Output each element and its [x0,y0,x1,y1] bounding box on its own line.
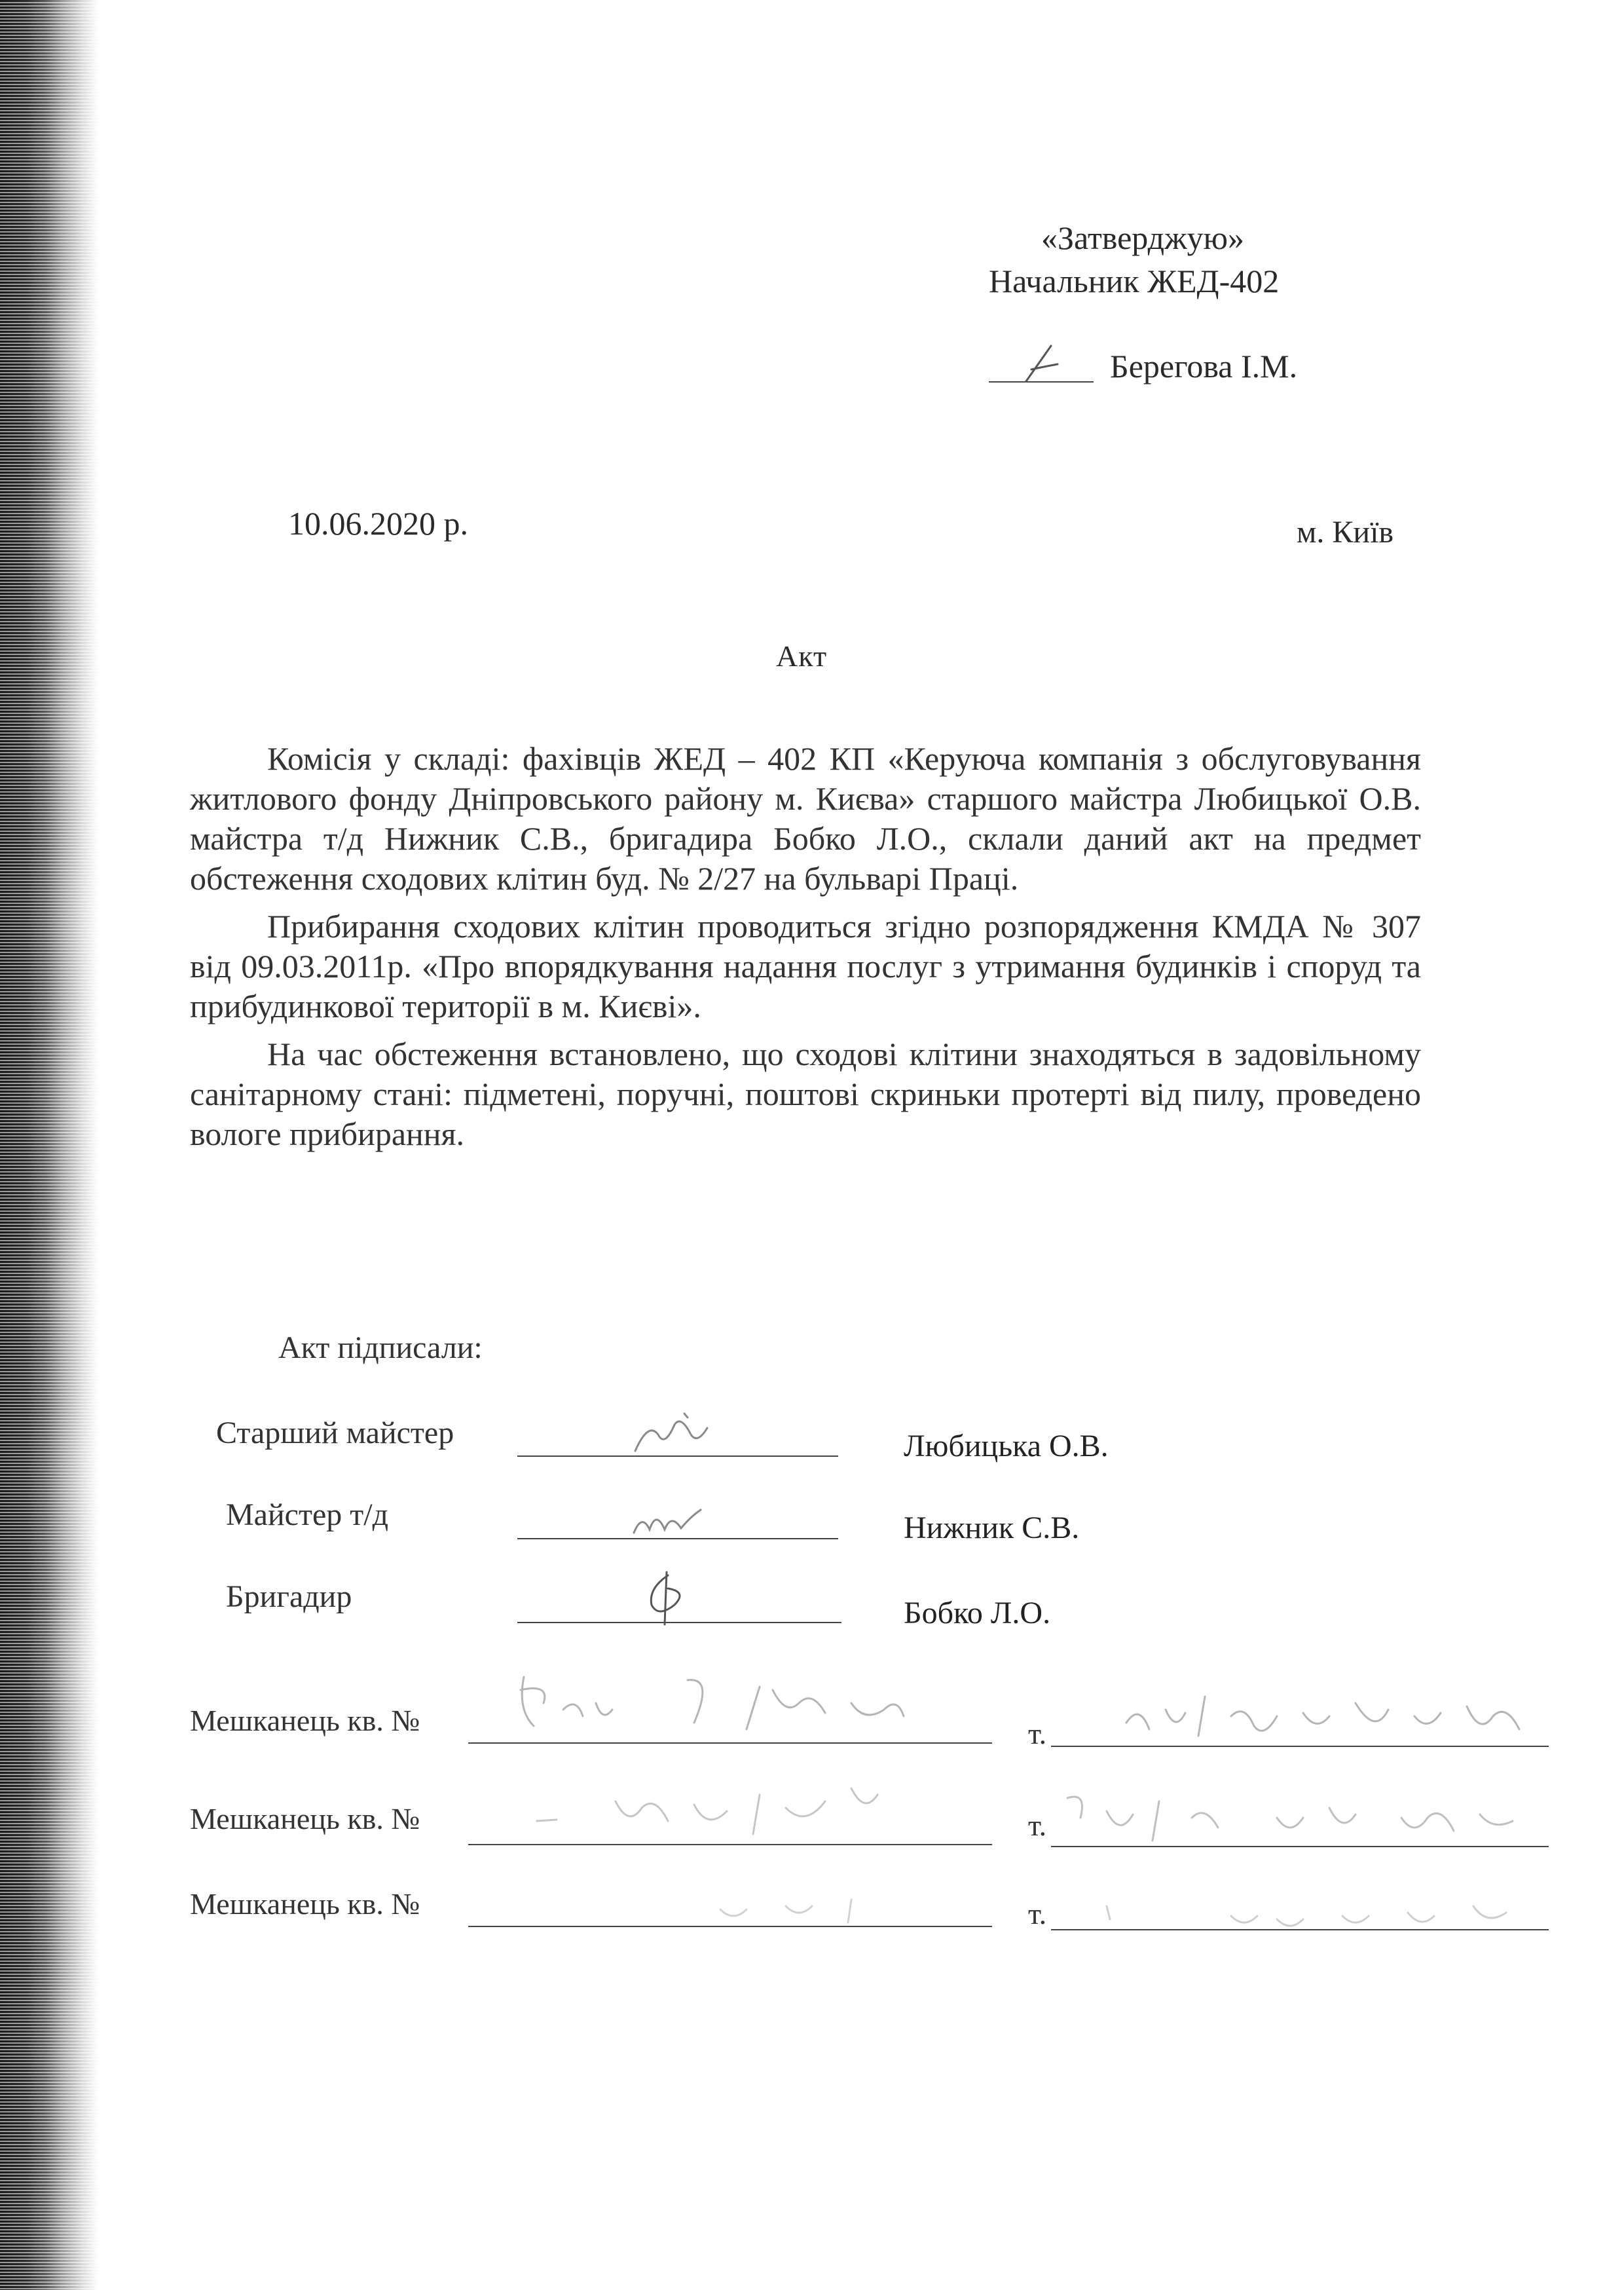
signatory-role-master: Майстер т/д [226,1497,388,1532]
resident-2-label: Мешканець кв. № [190,1802,420,1835]
paragraph-3: На час обстеження встановлено, що сходові клітини знаходяться в задовільному санітарному стані: підметені, поручні, поштові скриньки протерті від пилу, проведено вологе прибирання. [190,1036,1421,1152]
resident-3-label: Мешканець кв. № [190,1887,420,1921]
approval-name: Берегова І.М. [1110,348,1298,385]
signed-heading: Акт підписали: [278,1330,483,1365]
signatory-role-foreman: Бригадир [226,1579,352,1614]
document-city: м. Київ [1297,515,1394,550]
signatory-name-senior-master: Любицька О.В. [904,1429,1109,1463]
signatory-name-foreman: Бобко Л.О. [904,1596,1051,1630]
approval-signature [1012,341,1071,386]
signature-foreman [629,1569,707,1628]
signature-master [629,1497,714,1543]
signatory-name-master: Нижник С.В. [904,1511,1080,1545]
resident-1-handwriting [498,1664,995,1742]
document-date: 10.06.2020 р. [288,505,468,542]
approval-title: «Затверджую» [1041,219,1244,256]
resident-1-line [468,1742,992,1744]
paragraph-2: Прибирання сходових клітин проводиться згідно розпорядження КМДА № 307 від 09.03.2011р. «Про впорядкування надання послуг з утримання будинків і споруд та прибудинкової території в м. Києві». [190,908,1421,1024]
resident-3-handwriting [655,1873,982,1932]
signatory-role-senior-master: Старший майстер [216,1416,454,1450]
signature-senior-master [629,1408,727,1461]
resident-1-phone-handwriting [1113,1677,1559,1749]
resident-1-label: Мешканець кв. № [190,1704,420,1737]
resident-2-phone-label: т. [1028,1809,1047,1842]
resident-3-phone-label: т. [1028,1897,1047,1930]
resident-3-phone-handwriting [1080,1880,1552,1939]
approval-role: Начальник ЖЕД-402 [989,263,1280,299]
resident-2-phone-handwriting [1061,1778,1545,1850]
paragraph-1: Комісія у складі: фахівців ЖЕД – 402 КП «Керуюча компанія з обслуговування житлового фонду Дніпровського району м. Києва» старшого майстра Любицької О.В. майстра т/д Нижник С.В., бригадира Бобко Л.О., склали даний акт на предмет обстеження сходових клітин буд. № 2/27 на бульварі Праці. [190,740,1421,897]
resident-2-handwriting [498,1775,995,1847]
scan-edge [0,0,98,2290]
resident-1-phone-label: т. [1028,1717,1047,1750]
document-title: Акт [776,639,828,673]
document-body [190,739,1421,1162]
